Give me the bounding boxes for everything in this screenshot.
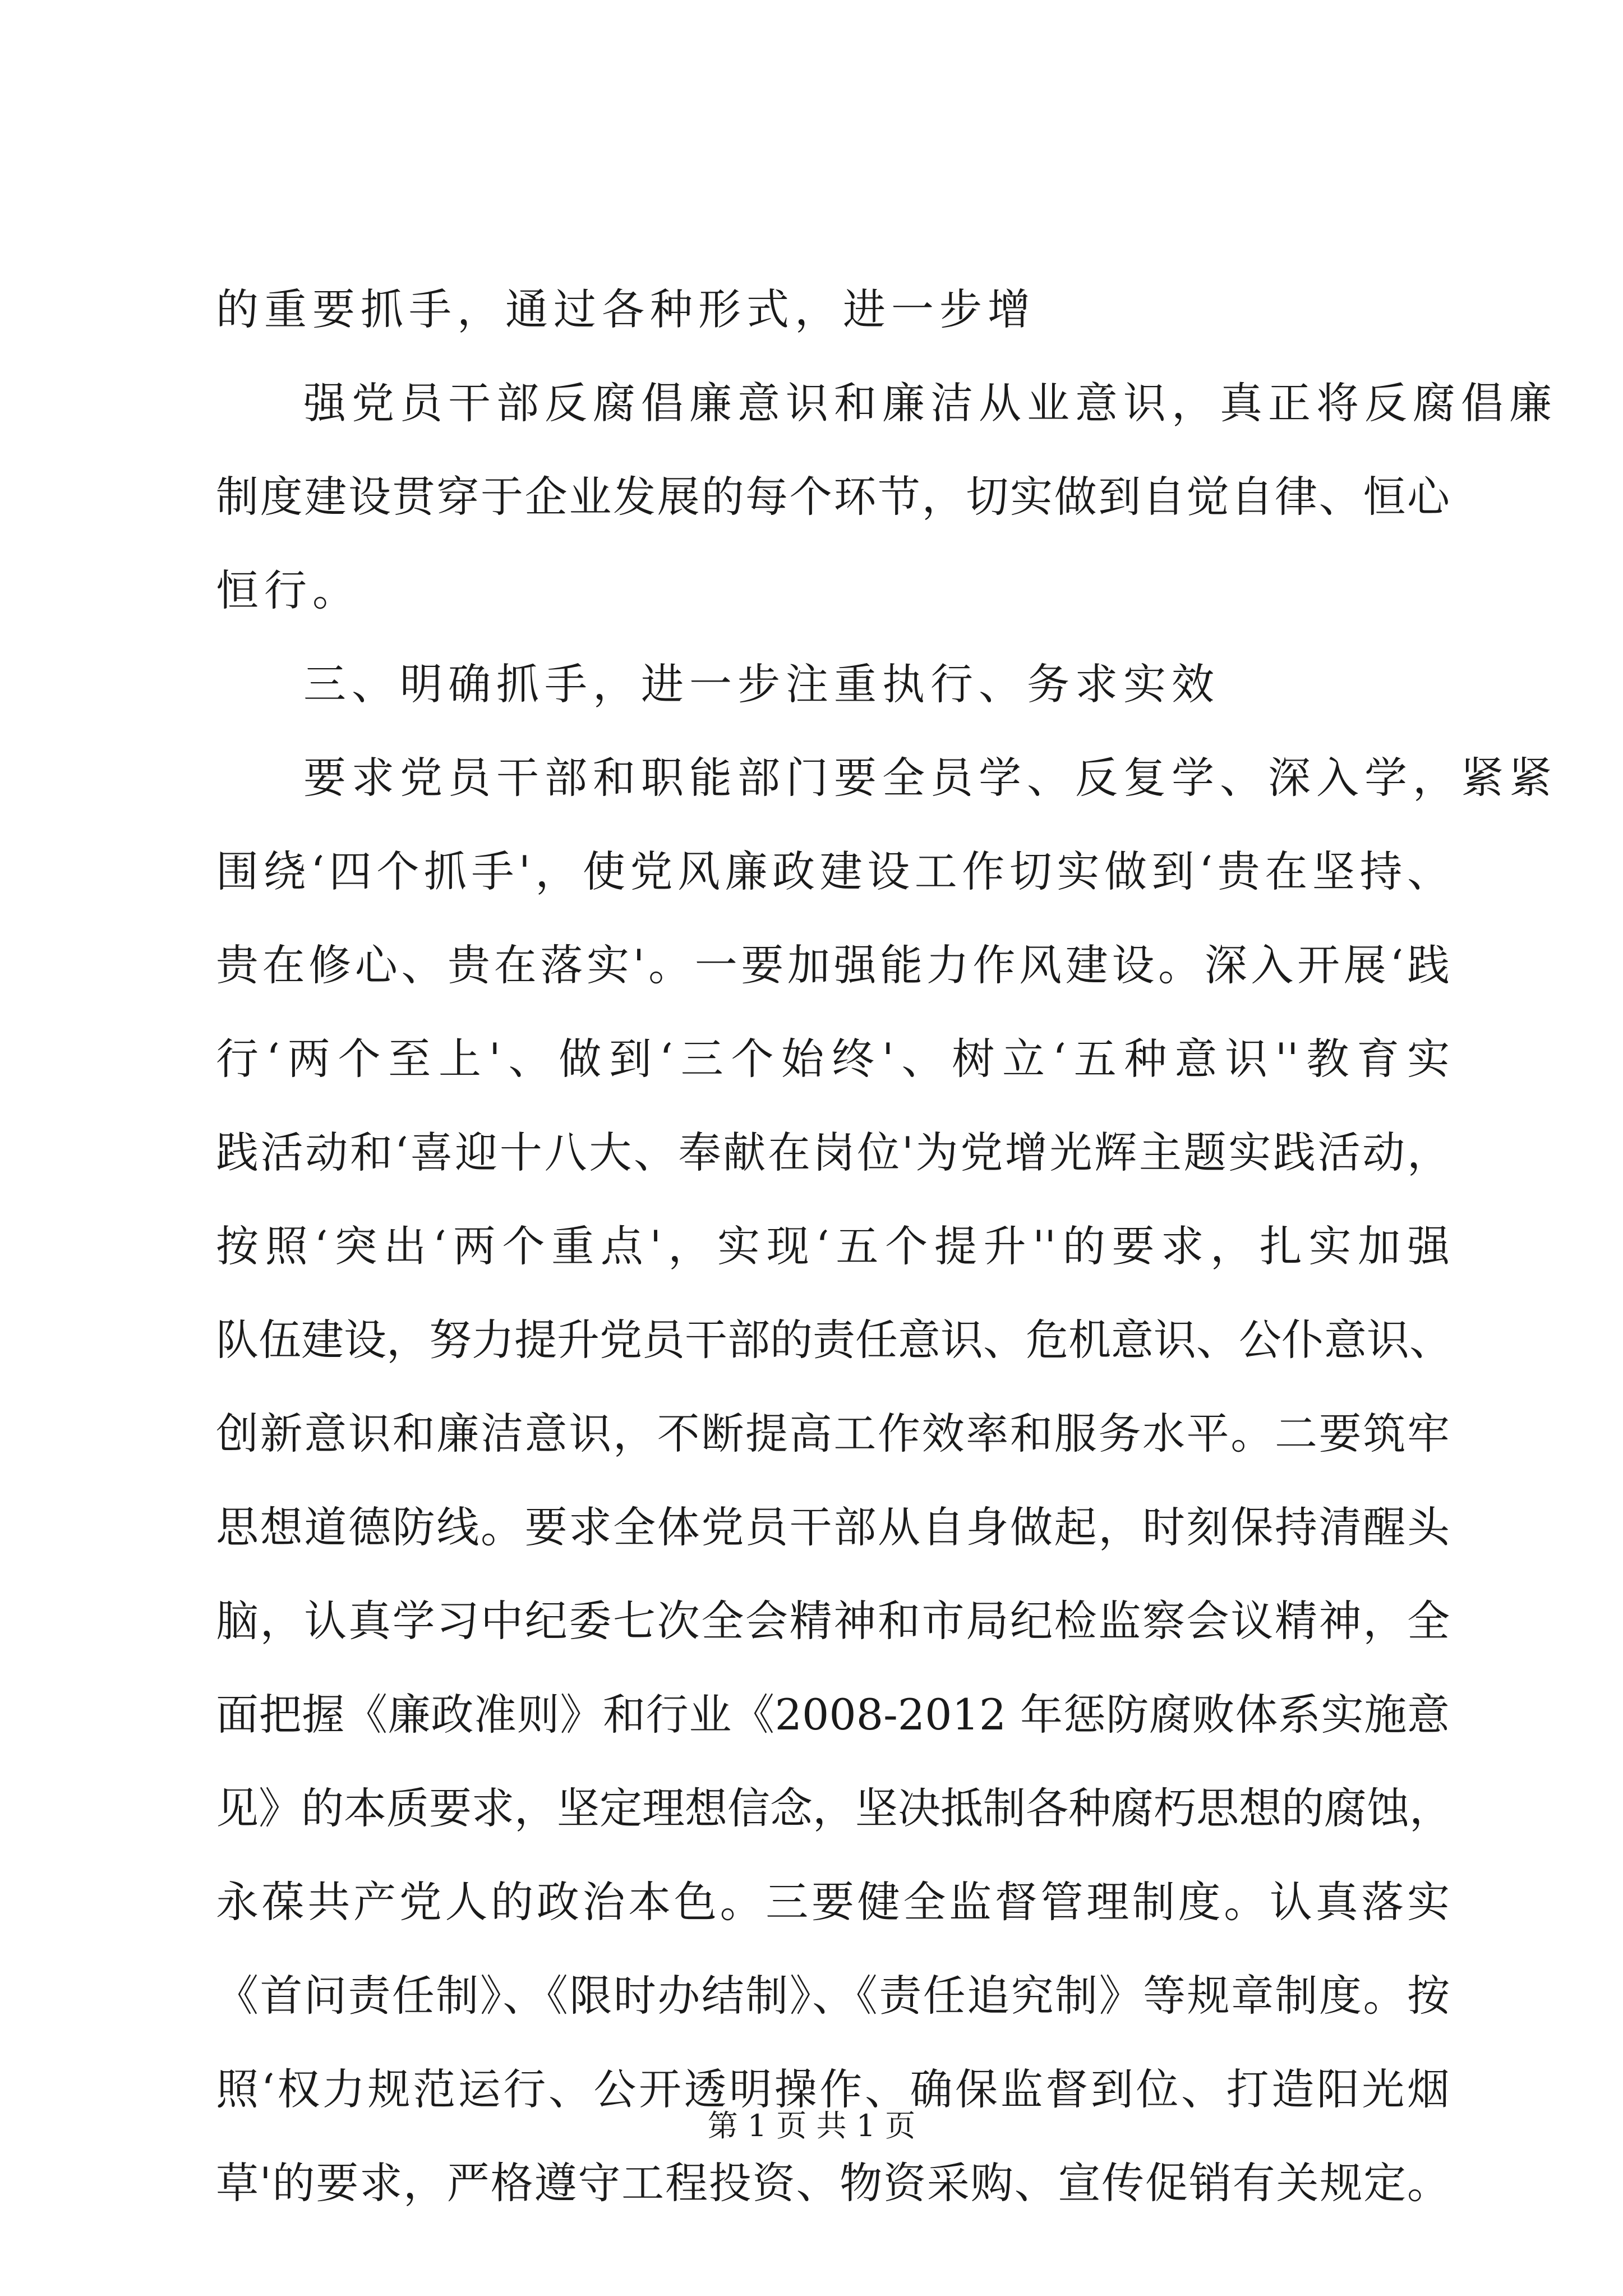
text-line: 草'的要求，严格遵守工程投资、物资采购、宣传促销有关规定。 — [216, 2158, 1450, 2208]
text-line: 照‘权力规范运行、公开透明操作、确保监督到位、打造阳光烟 — [216, 2064, 1450, 2114]
text-line: 见》的本质要求，坚定理想信念，坚决抵制各种腐朽思想的腐蚀， — [216, 1783, 1452, 1833]
document-body — [216, 263, 1557, 2230]
text-line: 创新意识和廉洁意识，不断提高工作效率和服务水平。二要筑牢 — [216, 1409, 1450, 1458]
text-line: 面把握《廉政准则》和行业《2008-2012 年惩防腐败体系实施意 — [216, 1690, 1450, 1740]
text-line: 要求党员干部和职能部门要全员学、反复学、深入学，紧紧 — [303, 753, 1557, 803]
text-line: 的重要抓手，通过各种形式，进一步增 — [216, 284, 1036, 334]
text-line: 围绕‘四个抓手'，使党风廉政建设工作切实做到‘贵在坚持、 — [216, 846, 1450, 896]
text-line: 《首问责任制》、《限时办结制》、《责任追究制》等规章制度。按 — [216, 1971, 1450, 2021]
text-line: 永葆共产党人的政治本色。三要健全监督管理制度。认真落实 — [216, 1877, 1450, 1927]
text-line: 制度建设贯穿于企业发展的每个环节，切实做到自觉自律、恒心 — [216, 472, 1450, 522]
text-line: 贵在修心、贵在落实'。一要加强能力作风建设。深入开展‘践 — [216, 940, 1450, 990]
text-line: 队伍建设，努力提升党员干部的责任意识、危机意识、公仆意识、 — [216, 1315, 1452, 1365]
text-line: 按照‘突出‘两个重点'，实现‘五个提升''的要求，扎实加强 — [216, 1221, 1450, 1271]
text-line: 思想道德防线。要求全体党员干部从自身做起，时刻保持清醒头 — [216, 1502, 1450, 1552]
text-line: 强党员干部反腐倡廉意识和廉洁从业意识，真正将反腐倡廉 — [303, 378, 1557, 428]
text-line: 践活动和‘喜迎十八大、奉献在岗位'为党增光辉主题实践活动， — [216, 1128, 1450, 1177]
text-line: 脑，认真学习中纪委七次全会精神和市局纪检监察会议精神，全 — [216, 1596, 1450, 1646]
text-line: 恒行。 — [216, 565, 361, 615]
text-line: 行‘两个至上'、做到‘三个始终'、树立‘五种意识''教育实 — [216, 1034, 1450, 1084]
page-footer: 第 1 页 共 1 页 — [707, 2108, 916, 2143]
section-heading: 三、明确抓手，进一步注重执行、务求实效 — [303, 659, 1220, 709]
